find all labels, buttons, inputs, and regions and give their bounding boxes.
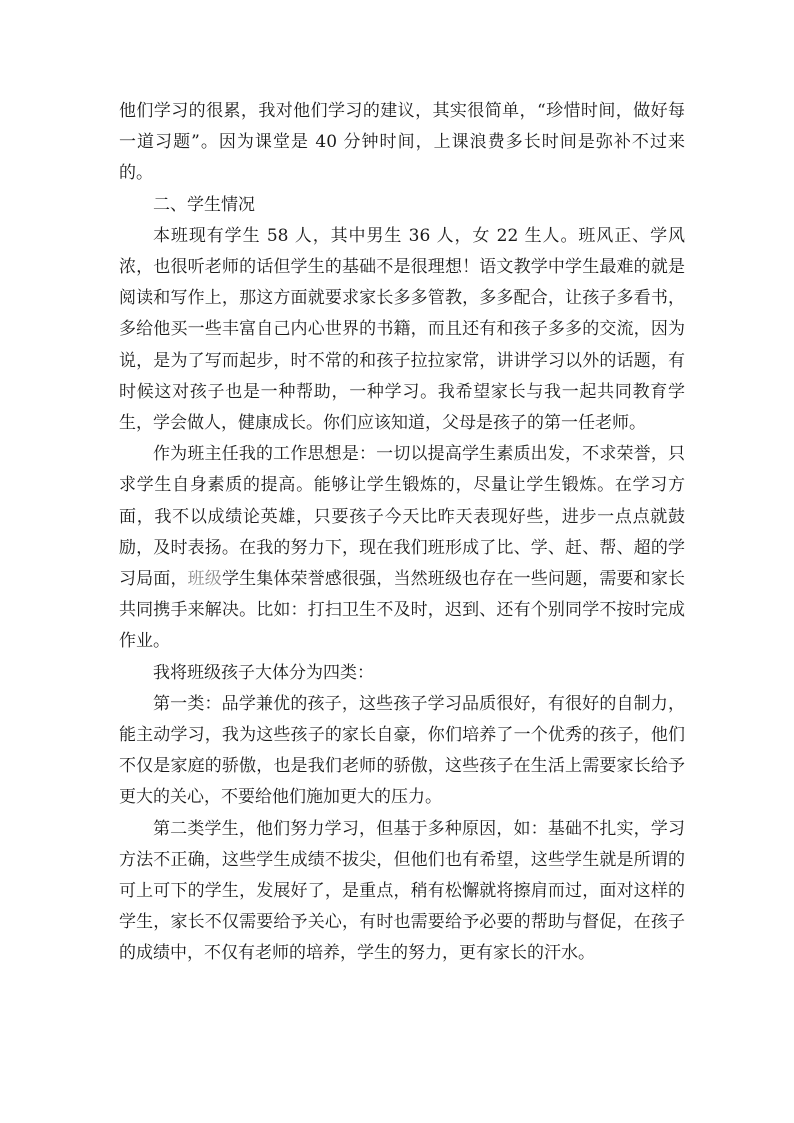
class-link[interactable]: 班级 [187, 569, 222, 590]
paragraph-categories: 我将班级孩子大体分为四类： [153, 662, 374, 683]
section-heading: 二、学生情况 [153, 194, 255, 215]
paragraph-type-1: 第一类：品学兼优的孩子，这些孩子学习品质很好，有很好的自制力，能主动学习，我为这些孩子的家长自豪，你们培养了一个优秀的孩子，他们不仅是家庭的骄傲，也是我们老师的骄傲，这些孩子在生活上需要家长给予更大的关心，不要给他们施加更大的压力。 [119, 693, 685, 808]
paragraph-work [119, 439, 685, 657]
paragraph-type-2: 第二类学生，他们努力学习，但基于多种原因，如：基础不扎实，学习方法不正确，这些学生成绩不拔尖，但他们也有希望，这些学生就是所谓的可上可下的学生，发展好了，是重点，稍有松懈就将擦肩而过，面对这样的学生，家长不仅需要给予关心，有时也需要给予必要的帮助与督促，在孩子的成绩中，不仅有老师的培养，学生的努力，更有家长的汗水。 [119, 818, 685, 964]
paragraph-intro: 他们学习的很累，我对他们学习的建议，其实很简单，“珍惜时间，做好每一道习题”。因为课堂是 40 分钟时间，上课浪费多长时间是弥补不过来的。 [119, 101, 685, 184]
paragraph-work-text-1: 作为班主任我的工作思想是：一切以提高学生素质出发，不求荣誉，只求学生自身素质的提高。能够让学生锻炼的，尽量让学生锻炼。在学习方面，我不以成绩论英雄，只要孩子今天比昨天表现好些，进步一点点就鼓励，及时表扬。在我的努力下，现在我们班形成了比、学、赶、帮、超的学习局面， [119, 444, 685, 590]
paragraph-work-text-2: 学生集体荣誉感很强，当然班级也存在一些问题，需要和家长共同携手来解决。比如：打扫卫生不及时，迟到、还有个别同学不按时完成作业。 [119, 569, 685, 652]
paragraph-students: 本班现有学生 58 人，其中男生 36 人，女 22 生人。班风正、学风浓，也很听老师的话但学生的基础不是很理想！语文教学中学生最难的就是阅读和写作上，那这方面就要求家长多多管教，多多配合，让孩子多看书，多给他买一些丰富自己内心世界的书籍，而且还有和孩子多多的交流，因为说，是为了写而起步，时不常的和孩子拉拉家常，讲讲学习以外的话题，有时候这对孩子也是一种帮助，一种学习。我希望家长与我一起共同教育学生，学会做人，健康成长。你们应该知道，父母是孩子的第一任老师。 [119, 225, 685, 434]
document-page [119, 96, 685, 970]
